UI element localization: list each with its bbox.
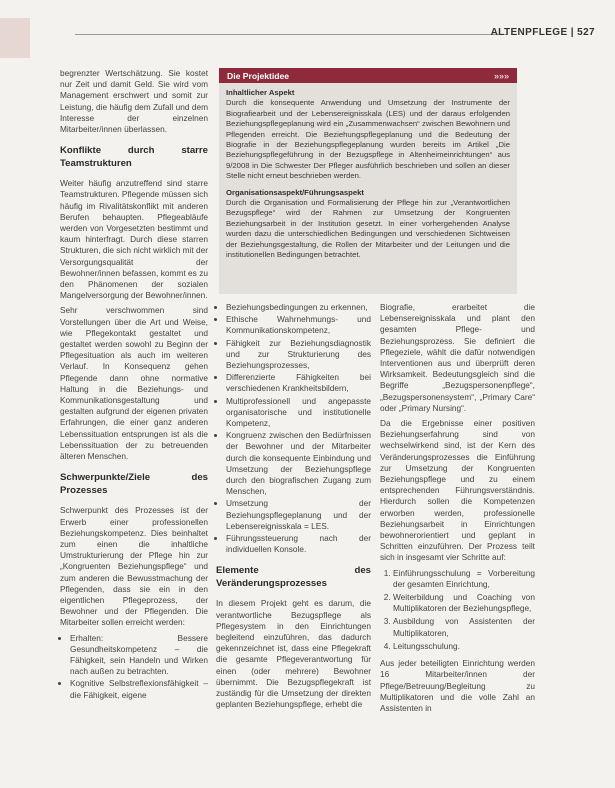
box-text-organisation: Durch die Organisation und Formalisierung der Pflege hin zur „Verantwortlichen Bezugspflege“ wird der Rahmen zur Umsetzung der Kongruenten Beziehungsarbeit in der Institution gesetzt. In einer vorhergehenden Analyse wurden dazu die unterschiedlichen Bedingungen und verschiedenen Sichtweisen der Beziehungsgestaltung, die Rollen der Mitarbeiter und der Leitungen und die institutionellen Bedingungen betrachtet.	[226, 198, 510, 260]
list-item: • Kongruenz zwischen den Bedürfnissen der Bewohner und der Mitarbeiter durch die konsequente Einbindung und Umsetzung der Beziehungspflege durch den biografischen Zugang zum Menschen,	[226, 430, 371, 497]
list-item: 1. Einführungsschulung = Vorbereitung der gesamten Einrichtung,	[393, 568, 535, 590]
header-rule	[75, 34, 507, 35]
heading-konflikte: Konflikte durch starre Teamstrukturen	[60, 145, 208, 169]
list-item: • Kognitive Selbstreflexionsfähigkeit – die Fähigkeit, eigene	[70, 678, 208, 700]
box-subheading-inhaltlich: Inhaltlicher Aspekt	[226, 88, 295, 97]
heading-schwerpunkte: Schwerpunkte/Ziele des Prozesses	[60, 472, 208, 496]
info-box-body	[219, 83, 517, 272]
col1-list	[60, 633, 208, 701]
list-item: • Ethische Wahrnehmungs- und Kommunikationskompetenz,	[226, 314, 371, 336]
col1-para1: Weiter häufig anzutreffend sind starre Teamstrukturen. Pflegende müssen sich häufig im Rivalitätskonflikt mit anderen Berufen behaupten. Pflegeabläufe werden von Vorgesetzten bestimmt und kaum hinterfragt. Durch diese starren Strukturen, die sich nicht wirklich mit der Versorgungsqualität der Bewohner/innen befassen, kommt es zu den Phänomenen der sozialen Mangelversorgung der Bewohner/innen.	[60, 178, 209, 301]
chevron-right-icon: »»»	[493, 70, 509, 81]
col1-para2: Sehr verschwommen sind Vorstellungen über die Art und Weise, wie Pflegekontakt gestaltet und gestaltet werden sowohl zu Beginn der Pflegesituation als auch im weiteren Verlauf. In Konsequenz gehen Pflegende dann ohne normative Haltung in die Beziehungs- und Kommunikationsgestaltung und gestalten aufgrund der eigenen privaten Erfahrungen, die einer ganz anderen Lebenssituation entsprungen ist als die Lebenssituation der zu betreuenden älteren Menschen.	[60, 305, 208, 462]
list-item: • Umsetzung der Beziehungspflegeplanung und der Lebensereignisskala = LES.	[226, 498, 371, 532]
box-text-inhaltlich: Durch die konsequente Anwendung und Umsetzung der Instrumente der Biografiearbeit und der Lebensereignisskala (LES) und der daraus erfolgenden Beziehungspflegeplanung wird ein „Zusammenwachsen“ zwischen Bewohnern und Pflegenden erreicht. Die Beziehungspflegeplanung und die Bedeutung der Biografie in der Beziehungspflegeplanung wurden bereits im Artikel „Die Beziehungspflegeführung in der Bezugspflege in Altenheimeinrichtungen“ aus 9/2008 in Die Schwester Der Pfleger ausführlich beschrieben und sollen an dieser Stelle nicht erneut beschrieben werden.	[226, 98, 510, 181]
info-box-title: Die Projektidee	[227, 70, 290, 81]
col3-para1: Biografie, erarbeitet die Lebensereignisskala und plant den gesamten Pflege- und Beziehungsprozess. Sie definiert die Pflegeziele, wählt die dafür notwendigen Interventionen aus und überprüft deren Wirksamkeit. Bedeutungsgleich sind die Begriffe „Bezugspersonenpflege“, „Bezugspersonensystem“, „Primary Care“ oder „Primary Nursing“.	[380, 302, 535, 413]
col3-para2: Da die Ergebnisse einer positiven Beziehungserfahrung sind von wechselwirkend sind, ist der Kern des Veränderungsprozesses die Einführung zur Umsetzung der Kongruenten Beziehungspflege und zu einem entsprechenden Führungsverständnis. Hierdurch sollen die Kompetenzen erworben werden, professionelle Beziehungsarbeit in Einrichtungen bewohnerorientiert und geplant in Schritten einzuführen. Der Prozess teilt sich in insgesamt vier Schritte auf:	[380, 418, 535, 563]
thumb-index-tab	[0, 18, 30, 58]
column-3	[380, 302, 535, 718]
list-item: • Multiprofessionell und angepasste organisatorische und institutionelle Kompetenz,	[226, 396, 371, 430]
list-item: • Führungssteuerung nach der individuellen Konsole.	[226, 533, 371, 555]
heading-elemente: Elemente des Veränderungsprozesses	[216, 565, 371, 589]
list-item: • Differenzierte Fähigkeiten bei verschiedenen Krankheitsbildern,	[226, 372, 371, 394]
list-item: • Beziehungsbedingungen zu erkennen,	[226, 302, 371, 313]
col2-para: In diesem Projekt geht es darum, die verantwortliche Bezugspflege als Pflegesystem in den Einrichtungen begleitend einzuführen, das dadurch gekennzeichnet ist, dass eine Pflegekraft die gesamte Pflegeverantwortung für einen (oder mehrere) Bewohner übernimmt. Die Bezugspflegekraft ist zuständig für die Umsetzung der direkten geplanten Beziehungspflege, erhebt die	[216, 598, 371, 710]
box-subheading-organisation: Organisationsaspekt/Führungsaspekt	[226, 187, 364, 197]
info-box-projektidee	[219, 68, 517, 294]
col1-para3: Schwerpunkt des Prozesses ist der Erwerb einer professionellen Beziehungskompetenz. Dies beinhaltet zum einen die inhaltliche Umstrukturierung der Pflege hin zur „Kongruenten Beziehungspflege“ und zum anderen die Bewusstmachung der Pflegenden, dass sie ein in den eigentlichen Pflegeprozess, der Bewohner und der Pflegenden. Die Mitarbeiter sollen erreicht werden:	[60, 505, 208, 628]
list-item: 2. Weiterbildung und Coaching von Multiplikatoren der Beziehungspflege,	[393, 592, 535, 614]
col3-para3: Aus jeder beteiligten Einrichtung werden 16 Mitarbeiter/innen der Pflege/Betreuung/Begleitung zu Multiplikatoren und die volle Zahl an Assistenten in	[380, 658, 535, 713]
list-item: 3. Ausbildung von Assistenten der Multiplikatoren,	[393, 616, 535, 638]
column-2	[216, 302, 371, 715]
list-item: • Erhalten: Bessere Gesundheitskompetenz – die Fähigkeit, sein Handeln und Wirken nach außen zu betrachten.	[70, 633, 208, 678]
list-item: • Fähigkeit zur Beziehungsdiagnostik und zur Strukturierung des Beziehungsprozesses,	[226, 338, 371, 372]
column-1	[60, 68, 208, 702]
col2-list	[216, 302, 371, 555]
col1-intro: begrenzter Wertschätzung. Sie kostet nur Zeit und damit Geld. Sie wird vom Management erschwert und somit zur Leistung, die häufig dem Zufall und dem Interesse der einzelnen Mitarbeiter/innen überlassen.	[60, 68, 208, 135]
running-head: ALTENPFLEGE | 527	[490, 27, 595, 38]
info-box-header	[219, 68, 517, 83]
col3-steps	[380, 568, 535, 652]
list-item: 4. Leitungsschulung.	[393, 641, 535, 652]
